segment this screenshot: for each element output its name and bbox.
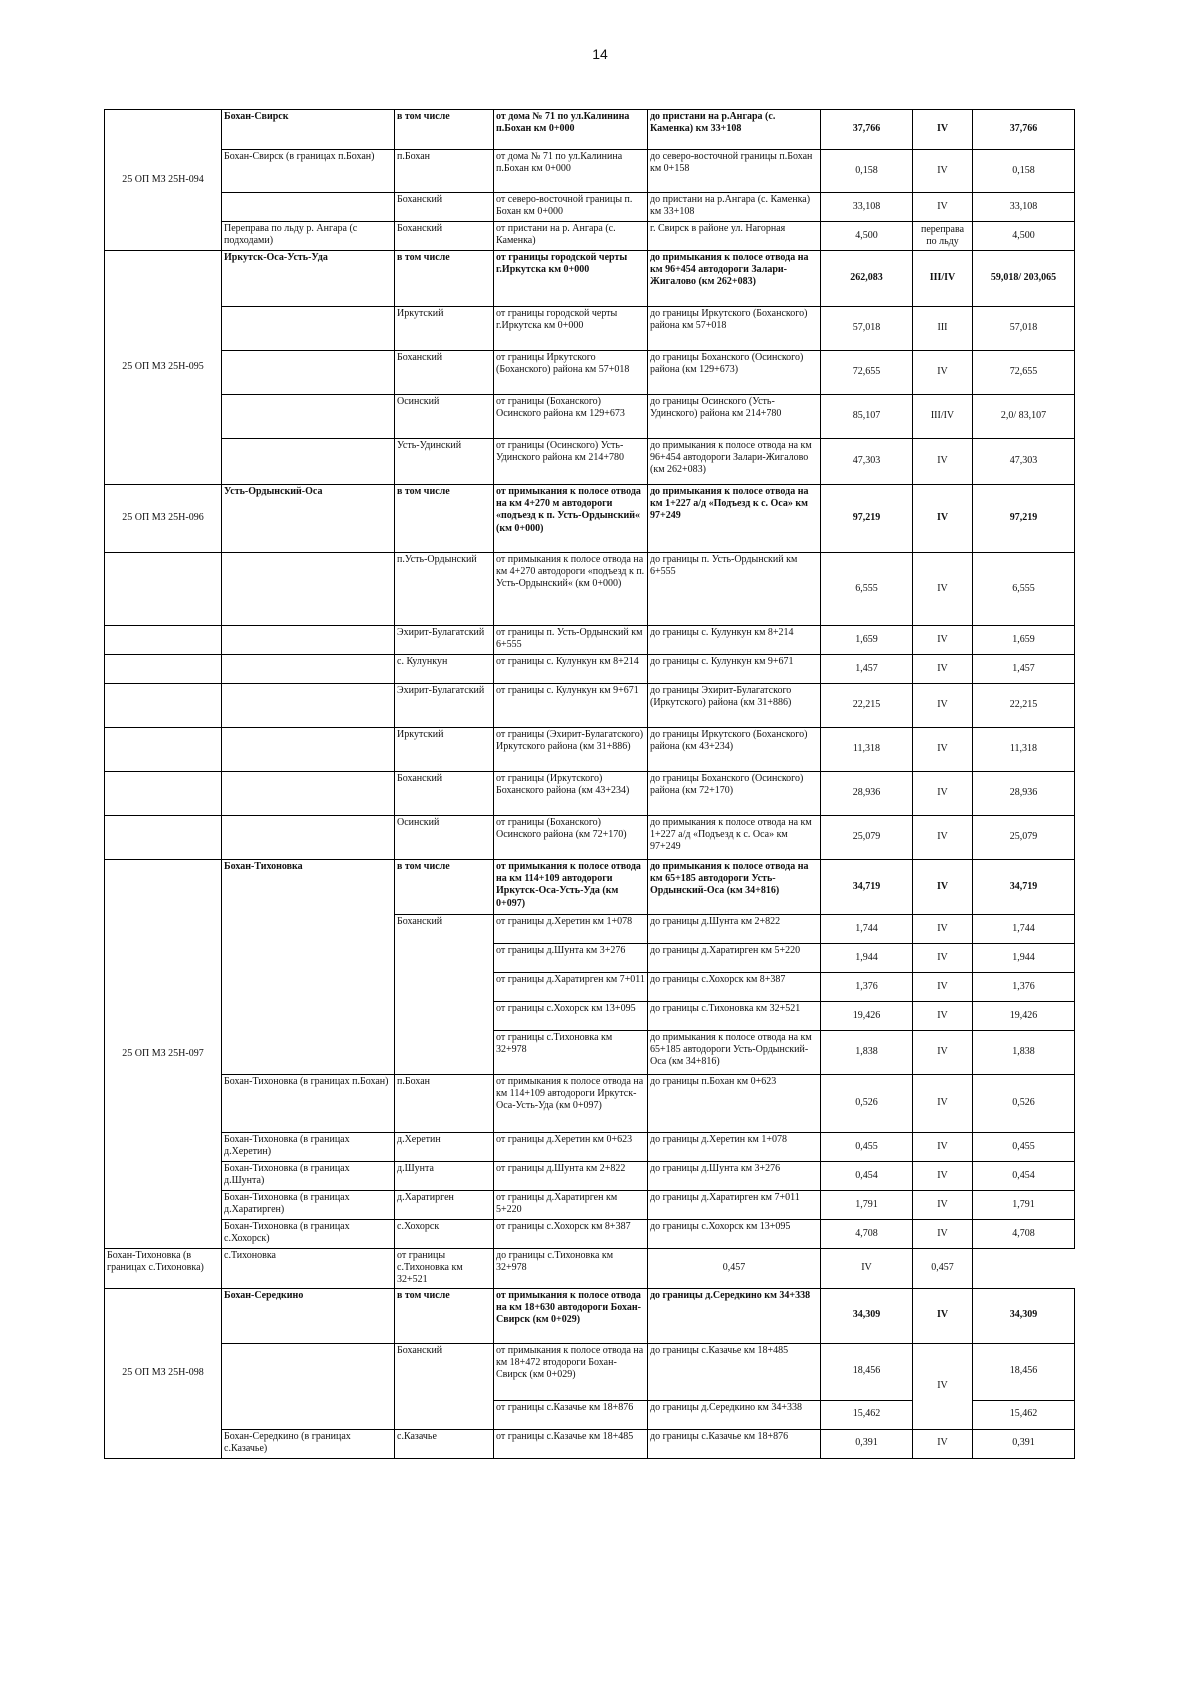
category-cell: IV — [913, 626, 973, 655]
road-name-cell — [222, 1343, 395, 1429]
length-cell: 57,018 — [821, 307, 913, 351]
length-cell: 25,079 — [821, 816, 913, 860]
table-row — [105, 1343, 1075, 1400]
from-cell: от границы городской черты г.Иркутска км 0+000 — [494, 307, 648, 351]
category-cell: IV — [913, 684, 973, 728]
total-cell: 25,079 — [973, 816, 1075, 860]
from-cell: от примыкания к полосе отвода на км 4+270 автодороги «подъезд к п. Усть-Ордынский« (км 0+000) — [494, 553, 648, 626]
district-cell: п.Бохан — [395, 150, 494, 193]
total-cell: 18,456 — [973, 1343, 1075, 1400]
to-cell: до примыкания к полосе отвода на км 96+454 автодороги Залари-Жигалово (км 262+083) — [648, 251, 821, 307]
from-cell: от границы д.Шунта км 2+822 — [494, 1162, 648, 1191]
length-cell: 0,455 — [821, 1133, 913, 1162]
length-cell: 262,083 — [821, 251, 913, 307]
length-cell: 34,309 — [821, 1288, 913, 1343]
from-cell: от примыкания к полосе отвода на км 114+109 автодороги Иркутск-Оса-Усть-Уда (км 0+097) — [494, 1075, 648, 1133]
table-row — [105, 351, 1075, 395]
to-cell: до границы Иркутского (Боханского) района (км 43+234) — [648, 728, 821, 772]
road-name-cell: Бохан-Тихоновка (в границах с.Тихоновка) — [105, 1249, 222, 1289]
length-cell: 1,944 — [821, 944, 913, 973]
road-name-cell: Бохан-Середкино (в границах с.Казачье) — [222, 1429, 395, 1458]
district-cell: д.Харатирген — [395, 1191, 494, 1220]
district-cell: Боханский — [395, 1343, 494, 1429]
road-code-cell: 25 ОП МЗ 25Н-094 — [105, 110, 222, 251]
length-cell: 18,456 — [821, 1343, 913, 1400]
from-cell: от границы с.Хохорск км 8+387 — [494, 1220, 648, 1249]
total-cell: 1,791 — [973, 1191, 1075, 1220]
category-cell: IV — [913, 351, 973, 395]
table-row — [105, 222, 1075, 251]
district-cell: с.Хохорск — [395, 1220, 494, 1249]
to-cell: г. Свирск в районе ул. Нагорная — [648, 222, 821, 251]
total-cell: 1,659 — [973, 626, 1075, 655]
table-row — [105, 1249, 1075, 1289]
total-cell: 4,708 — [973, 1220, 1075, 1249]
to-cell: до границы Осинского (Усть-Удинского) района км 214+780 — [648, 395, 821, 439]
table-row — [105, 1288, 1075, 1343]
to-cell: до границы Боханского (Осинского) района (км 72+170) — [648, 772, 821, 816]
from-cell: от границы д.Херетин км 1+078 — [494, 915, 648, 944]
road-code-cell: 25 ОП МЗ 25Н-097 — [105, 860, 222, 1249]
total-cell: 57,018 — [973, 307, 1075, 351]
road-name-cell — [222, 728, 395, 772]
total-cell: 22,215 — [973, 684, 1075, 728]
table-row — [105, 626, 1075, 655]
category-cell: III/IV — [913, 395, 973, 439]
table-row — [105, 193, 1075, 222]
to-cell: до границы п.Бохан км 0+623 — [648, 1075, 821, 1133]
district-cell: Усть-Удинский — [395, 439, 494, 485]
total-cell: 6,555 — [973, 553, 1075, 626]
district-cell: в том числе — [395, 1288, 494, 1343]
from-cell: от границы п. Усть-Ордынский км 6+555 — [494, 626, 648, 655]
category-cell: IV — [913, 655, 973, 684]
from-cell: от границы с.Казачье км 18+876 — [494, 1400, 648, 1429]
table-row — [105, 772, 1075, 816]
total-cell: 11,318 — [973, 728, 1075, 772]
table-row — [105, 439, 1075, 485]
to-cell: до границы д.Середкино км 34+338 — [648, 1288, 821, 1343]
table-row — [105, 816, 1075, 860]
table-row — [105, 684, 1075, 728]
total-cell: 1,838 — [973, 1031, 1075, 1075]
total-cell: 0,526 — [973, 1075, 1075, 1133]
from-cell: от границы д.Харатирген км 7+011 — [494, 973, 648, 1002]
from-cell: от примыкания к полосе отвода на км 18+472 втодороги Бохан-Свирск (км 0+029) — [494, 1343, 648, 1400]
category-cell: IV — [913, 193, 973, 222]
road-code-cell — [105, 684, 222, 728]
category-cell: IV — [913, 1220, 973, 1249]
category-cell: IV — [913, 110, 973, 150]
total-cell: 1,944 — [973, 944, 1075, 973]
to-cell: до границы д.Середкино км 34+338 — [648, 1400, 821, 1429]
district-cell: Боханский — [395, 222, 494, 251]
category-cell: IV — [913, 1002, 973, 1031]
road-name-cell: Бохан-Тихоновка (в границах с.Хохорск) — [222, 1220, 395, 1249]
length-cell: 22,215 — [821, 684, 913, 728]
district-cell: Иркутский — [395, 728, 494, 772]
from-cell: от северо-восточной границы п. Бохан км 0+000 — [494, 193, 648, 222]
category-cell: III — [913, 307, 973, 351]
road-name-cell — [222, 684, 395, 728]
road-name-cell: Бохан-Тихоновка (в границах п.Бохан) — [222, 1075, 395, 1133]
category-cell: IV — [821, 1249, 913, 1289]
road-name-cell: Бохан-Тихоновка (в границах д.Херетин) — [222, 1133, 395, 1162]
length-cell: 1,376 — [821, 973, 913, 1002]
district-cell: с.Тихоновка — [222, 1249, 395, 1289]
to-cell: до границы Эхирит-Булагатского (Иркутского) района (км 31+886) — [648, 684, 821, 728]
road-code-cell: 25 ОП МЗ 25Н-095 — [105, 251, 222, 485]
table-row — [105, 1191, 1075, 1220]
to-cell: до границы д.Харатирген км 5+220 — [648, 944, 821, 973]
total-cell: 2,0/ 83,107 — [973, 395, 1075, 439]
total-cell: 1,457 — [973, 655, 1075, 684]
road-name-cell: Бохан-Свирск — [222, 110, 395, 150]
to-cell: до примыкания к полосе отвода на км 65+185 автодороги Усть-Ордынский-Оса (км 34+816) — [648, 860, 821, 915]
from-cell: от границы (Боханского) Осинского района км 129+673 — [494, 395, 648, 439]
road-name-cell: Бохан-Тихоновка (в границах д.Харатирген) — [222, 1191, 395, 1220]
category-cell: IV — [913, 1075, 973, 1133]
from-cell: от границы с.Тихоновка км 32+521 — [395, 1249, 494, 1289]
to-cell: до пристани на р.Ангара (с. Каменка) км 33+108 — [648, 193, 821, 222]
category-cell: IV — [913, 973, 973, 1002]
total-cell: 97,219 — [973, 485, 1075, 553]
length-cell: 85,107 — [821, 395, 913, 439]
to-cell: до границы д.Херетин км 1+078 — [648, 1133, 821, 1162]
district-cell: с.Казачье — [395, 1429, 494, 1458]
road-name-cell — [222, 439, 395, 485]
table-row — [105, 395, 1075, 439]
district-cell: Осинский — [395, 816, 494, 860]
length-cell: 4,708 — [821, 1220, 913, 1249]
table-row — [105, 655, 1075, 684]
road-code-cell: 25 ОП МЗ 25Н-098 — [105, 1288, 222, 1458]
district-cell: Боханский — [395, 772, 494, 816]
district-cell: Иркутский — [395, 307, 494, 351]
from-cell: от границы (Эхирит-Булагатского) Иркутского района (км 31+886) — [494, 728, 648, 772]
category-cell: IV — [913, 1288, 973, 1343]
district-cell: в том числе — [395, 110, 494, 150]
table-row — [105, 553, 1075, 626]
district-cell: д.Херетин — [395, 1133, 494, 1162]
length-cell: 37,766 — [821, 110, 913, 150]
category-cell: переправа по льду — [913, 222, 973, 251]
category-cell: IV — [913, 1133, 973, 1162]
category-cell: IV — [913, 1343, 973, 1429]
total-cell: 34,719 — [973, 860, 1075, 915]
from-cell: от границы городской черты г.Иркутска км 0+000 — [494, 251, 648, 307]
road-name-cell — [222, 626, 395, 655]
from-cell: от границы д.Шунта км 3+276 — [494, 944, 648, 973]
category-cell: IV — [913, 772, 973, 816]
length-cell: 0,454 — [821, 1162, 913, 1191]
road-name-cell — [222, 395, 395, 439]
length-cell: 0,526 — [821, 1075, 913, 1133]
from-cell: от границы Иркутского (Боханского) района км 57+018 — [494, 351, 648, 395]
length-cell: 15,462 — [821, 1400, 913, 1429]
to-cell: до примыкания к полосе отвода на км 65+185 автодороги Усть-Ордынский-Оса (км 34+816) — [648, 1031, 821, 1075]
district-cell: в том числе — [395, 485, 494, 553]
from-cell: от границы с.Хохорск км 13+095 — [494, 1002, 648, 1031]
to-cell: до границы с. Кулункун км 9+671 — [648, 655, 821, 684]
district-cell: с. Кулункун — [395, 655, 494, 684]
total-cell: 0,391 — [973, 1429, 1075, 1458]
from-cell: от примыкания к полосе отвода на км 18+630 автодороги Бохан-Свирск (км 0+029) — [494, 1288, 648, 1343]
total-cell: 34,309 — [973, 1288, 1075, 1343]
road-code-cell — [105, 772, 222, 816]
to-cell: до границы Иркутского (Боханского) района км 57+018 — [648, 307, 821, 351]
total-cell: 1,376 — [973, 973, 1075, 1002]
from-cell: от примыкания к полосе отвода на км 114+109 автодороги Иркутск-Оса-Усть-Уда (км 0+097) — [494, 860, 648, 915]
length-cell: 1,659 — [821, 626, 913, 655]
to-cell: до примыкания к полосе отвода на км 1+227 а/д «Подъезд к с. Оса» км 97+249 — [648, 816, 821, 860]
total-cell: 28,936 — [973, 772, 1075, 816]
to-cell: до границы д.Харатирген км 7+011 — [648, 1191, 821, 1220]
to-cell: до границы с.Хохорск км 8+387 — [648, 973, 821, 1002]
road-name-cell: Бохан-Тихоновка — [222, 860, 395, 1075]
category-cell: IV — [913, 1162, 973, 1191]
total-cell: 4,500 — [973, 222, 1075, 251]
length-cell: 6,555 — [821, 553, 913, 626]
district-cell: Эхирит-Булагатский — [395, 626, 494, 655]
road-code-cell — [105, 816, 222, 860]
table-row — [105, 110, 1075, 150]
road-name-cell — [222, 655, 395, 684]
district-cell: п.Бохан — [395, 1075, 494, 1133]
road-name-cell — [222, 816, 395, 860]
road-name-cell: Бохан-Середкино — [222, 1288, 395, 1343]
road-name-cell — [222, 553, 395, 626]
length-cell: 0,457 — [648, 1249, 821, 1289]
district-cell: в том числе — [395, 860, 494, 915]
to-cell: до границы с.Хохорск км 13+095 — [648, 1220, 821, 1249]
district-cell: Осинский — [395, 395, 494, 439]
road-name-cell — [222, 351, 395, 395]
total-cell: 15,462 — [973, 1400, 1075, 1429]
district-cell: Эхирит-Булагатский — [395, 684, 494, 728]
from-cell: от границы с.Казачье км 18+485 — [494, 1429, 648, 1458]
road-name-cell: Бохан-Тихоновка (в границах д.Шунта) — [222, 1162, 395, 1191]
from-cell: от границы (Иркутского) Боханского района (км 43+234) — [494, 772, 648, 816]
from-cell: от границы д.Херетин км 0+623 — [494, 1133, 648, 1162]
category-cell: IV — [913, 439, 973, 485]
length-cell: 0,391 — [821, 1429, 913, 1458]
road-name-cell: Усть-Ордынский-Оса — [222, 485, 395, 553]
total-cell: 72,655 — [973, 351, 1075, 395]
length-cell: 72,655 — [821, 351, 913, 395]
district-cell: Боханский — [395, 915, 494, 1075]
length-cell: 1,838 — [821, 1031, 913, 1075]
category-cell: IV — [913, 1031, 973, 1075]
length-cell: 0,158 — [821, 150, 913, 193]
table-row — [105, 1162, 1075, 1191]
length-cell: 33,108 — [821, 193, 913, 222]
table-row — [105, 728, 1075, 772]
table-row — [105, 1429, 1075, 1458]
length-cell: 1,744 — [821, 915, 913, 944]
length-cell: 1,457 — [821, 655, 913, 684]
to-cell: до границы д.Шунта км 3+276 — [648, 1162, 821, 1191]
length-cell: 11,318 — [821, 728, 913, 772]
district-cell: в том числе — [395, 251, 494, 307]
from-cell: от границы с.Тихоновка км 32+978 — [494, 1031, 648, 1075]
category-cell: IV — [913, 728, 973, 772]
length-cell: 97,219 — [821, 485, 913, 553]
to-cell: до границы Боханского (Осинского) района (км 129+673) — [648, 351, 821, 395]
table-row — [105, 860, 1075, 915]
table-row — [105, 1075, 1075, 1133]
road-name-cell: Бохан-Свирск (в границах п.Бохан) — [222, 150, 395, 193]
road-code-cell — [105, 553, 222, 626]
to-cell: до границы с.Тихоновка км 32+521 — [648, 1002, 821, 1031]
total-cell: 1,744 — [973, 915, 1075, 944]
length-cell: 47,303 — [821, 439, 913, 485]
district-cell: п.Усть-Ордынский — [395, 553, 494, 626]
total-cell: 33,108 — [973, 193, 1075, 222]
length-cell: 34,719 — [821, 860, 913, 915]
table-row — [105, 307, 1075, 351]
length-cell: 28,936 — [821, 772, 913, 816]
total-cell: 19,426 — [973, 1002, 1075, 1031]
from-cell: от дома № 71 по ул.Калинина п.Бохан км 0+000 — [494, 150, 648, 193]
length-cell: 19,426 — [821, 1002, 913, 1031]
from-cell: от границы (Осинского) Усть-Удинского района км 214+780 — [494, 439, 648, 485]
to-cell: до границы д.Шунта км 2+822 — [648, 915, 821, 944]
page-number: 14 — [592, 46, 608, 62]
total-cell: 0,158 — [973, 150, 1075, 193]
district-cell: д.Шунта — [395, 1162, 494, 1191]
road-name-cell — [222, 772, 395, 816]
table-row — [105, 150, 1075, 193]
category-cell: IV — [913, 485, 973, 553]
road-code-cell — [105, 655, 222, 684]
category-cell: IV — [913, 816, 973, 860]
category-cell: IV — [913, 553, 973, 626]
total-cell: 59,018/ 203,065 — [973, 251, 1075, 307]
total-cell: 0,457 — [913, 1249, 973, 1289]
to-cell: до примыкания к полосе отвода на км 96+454 автодороги Залари-Жигалово (км 262+083) — [648, 439, 821, 485]
table-row — [105, 251, 1075, 307]
road-name-cell: Иркутск-Оса-Усть-Уда — [222, 251, 395, 307]
category-cell: IV — [913, 1191, 973, 1220]
category-cell: IV — [913, 150, 973, 193]
table-row — [105, 1133, 1075, 1162]
total-cell: 0,455 — [973, 1133, 1075, 1162]
category-cell: IV — [913, 915, 973, 944]
road-code-cell: 25 ОП МЗ 25Н-096 — [105, 485, 222, 553]
roads-table — [104, 109, 1075, 1459]
from-cell: от пристани на р. Ангара (с. Каменка) — [494, 222, 648, 251]
category-cell: III/IV — [913, 251, 973, 307]
from-cell: от границы (Боханского) Осинского района (км 72+170) — [494, 816, 648, 860]
total-cell: 37,766 — [973, 110, 1075, 150]
road-code-cell — [105, 626, 222, 655]
from-cell: от границы с. Кулункун км 8+214 — [494, 655, 648, 684]
table-row — [105, 1220, 1075, 1249]
from-cell: от примыкания к полосе отвода на км 4+270 м автодороги «подъезд к п. Усть-Ордынский« (км 0+000) — [494, 485, 648, 553]
to-cell: до северо-восточной границы п.Бохан км 0+158 — [648, 150, 821, 193]
road-code-cell — [105, 728, 222, 772]
total-cell: 0,454 — [973, 1162, 1075, 1191]
to-cell: до пристани на р.Ангара (с. Каменка) км 33+108 — [648, 110, 821, 150]
length-cell: 4,500 — [821, 222, 913, 251]
to-cell: до границы п. Усть-Ордынский км 6+555 — [648, 553, 821, 626]
category-cell: IV — [913, 1429, 973, 1458]
district-cell: Боханский — [395, 351, 494, 395]
category-cell: IV — [913, 944, 973, 973]
to-cell: до границы с. Кулункун км 8+214 — [648, 626, 821, 655]
total-cell: 47,303 — [973, 439, 1075, 485]
to-cell: до границы с.Тихоновка км 32+978 — [494, 1249, 648, 1289]
road-name-cell — [222, 307, 395, 351]
table-row — [105, 485, 1075, 553]
to-cell: до границы с.Казачье км 18+876 — [648, 1429, 821, 1458]
from-cell: от границы д.Харатирген км 5+220 — [494, 1191, 648, 1220]
to-cell: до границы с.Казачье км 18+485 — [648, 1343, 821, 1400]
from-cell: от границы с. Кулункун км 9+671 — [494, 684, 648, 728]
to-cell: до примыкания к полосе отвода на км 1+227 а/д «Подъезд к с. Оса» км 97+249 — [648, 485, 821, 553]
from-cell: от дома № 71 по ул.Калинина п.Бохан км 0+000 — [494, 110, 648, 150]
district-cell: Боханский — [395, 193, 494, 222]
category-cell: IV — [913, 860, 973, 915]
road-name-cell: Переправа по льду р. Ангара (с подходами) — [222, 222, 395, 251]
road-name-cell — [222, 193, 395, 222]
length-cell: 1,791 — [821, 1191, 913, 1220]
